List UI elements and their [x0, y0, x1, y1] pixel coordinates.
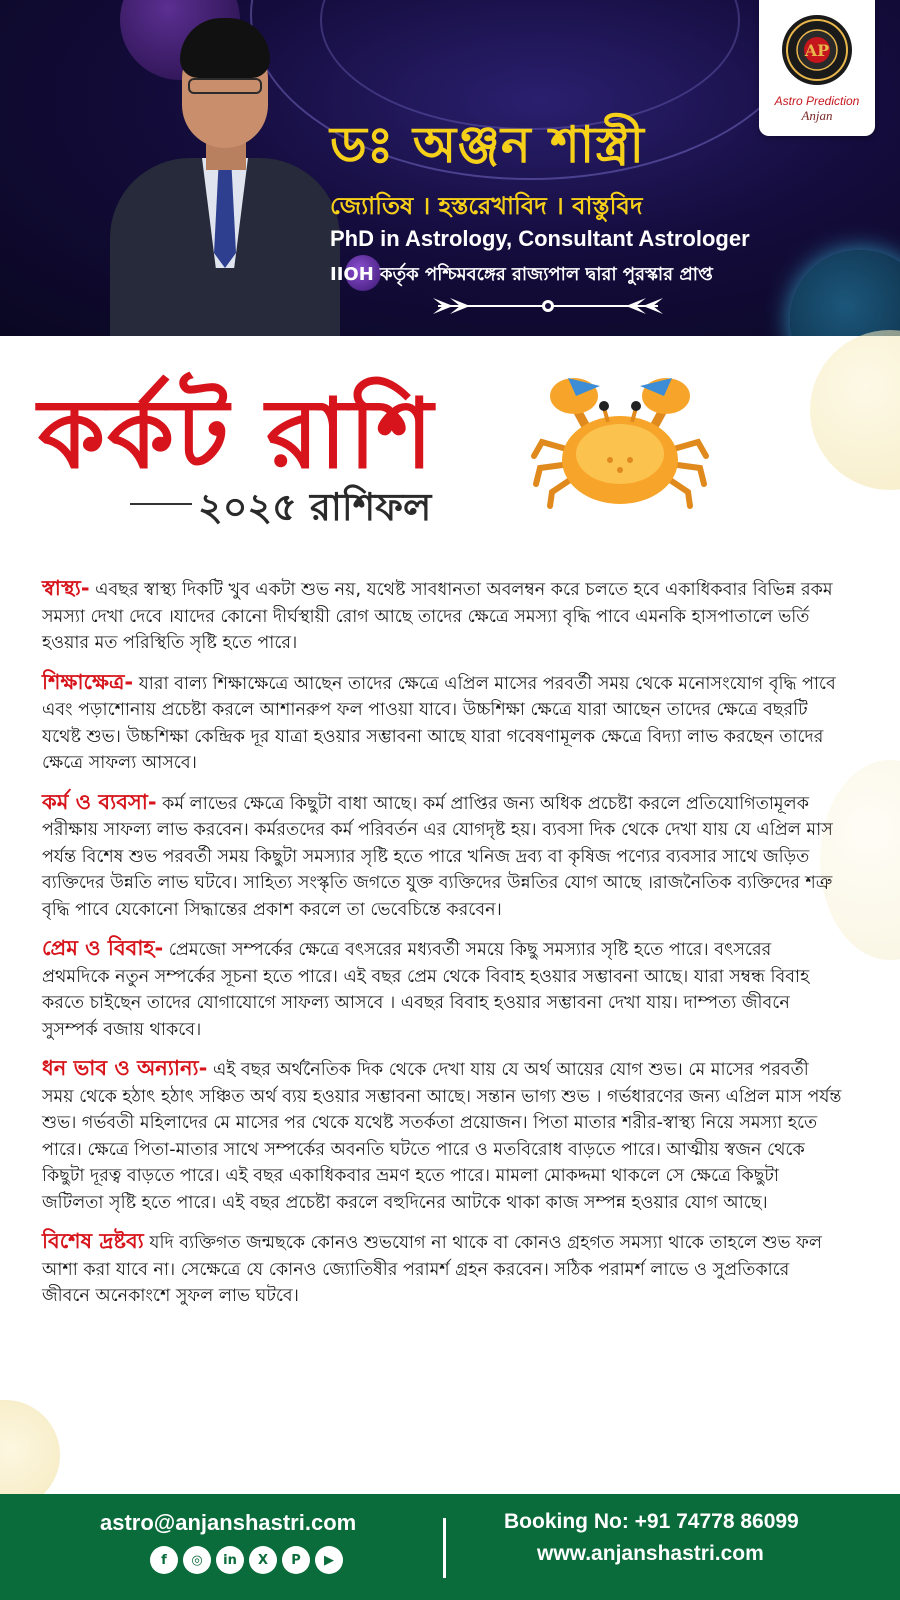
website-link[interactable]: www.anjanshastri.com — [537, 1542, 764, 1565]
planet-decoration — [790, 250, 900, 336]
logo-line-1: Astro Prediction — [774, 94, 860, 108]
contact-footer — [0, 1494, 900, 1600]
section-body: যদি ব্যক্তিগত জন্মছকে কোনও শুভযোগ না থাকে বা কোনও গ্রহগত সমস্যা থাকে তাহলে শুভ ফল আশা করা যাবে না। সেক্ষেত্রে যে কোনও জ্যোতিষীর পরামর্শ গ্রহন করবেন। সঠিক পরামর্শ লাভে ও সুপ্রতিকারে জীবনে অনেকাংশে সুফল লাভ ঘটবে। — [42, 1233, 822, 1306]
astrologer-credentials: PhD in Astrology, Consultant Astrologer — [330, 226, 750, 251]
section-love-marriage — [42, 935, 842, 1043]
youtube-icon[interactable]: ▶ — [315, 1546, 343, 1574]
section-heading: স্বাস্থ্য- — [42, 576, 90, 600]
cancer-crab-icon — [530, 372, 710, 512]
section-body: প্রেমজো সম্পর্কের ক্ষেত্রে বৎসরের মধ্যবর্তী সময়ে কিছু সমস্যার সৃষ্টি হতে পারে। বৎসরের প্রথমদিকে নতুন সম্পর্কের সূচনা হতে পারে। এই বছর প্রেম থেকে বিবাহ হওয়ার সম্ভাবনা আছে। যারা সম্বন্ধ বিবাহ করতে চাইছেন তাদের যোগাযোগে সাফল্য আসবে । এবছর বিবাহ হওয়ার সম্ভাবনা দেখা যায়। দাম্পত্য জীবনে সুসম্পর্ক বজায় থাকবে। — [42, 940, 810, 1040]
horoscope-year-title: ২০২৫ রাশিফল — [198, 485, 432, 529]
section-career-business — [42, 789, 842, 924]
section-heading: বিশেষ দ্রষ্টব্য — [42, 1229, 144, 1253]
x-icon[interactable]: X — [249, 1546, 277, 1574]
section-heading: কর্ম ও ব্যবসা- — [42, 789, 157, 814]
brand-logo[interactable] — [759, 0, 875, 136]
title-dash — [130, 503, 192, 505]
facebook-icon[interactable]: f — [150, 1546, 178, 1574]
section-body: এই বছর অর্থনৈতিক দিক থেকে দেখা যায় যে অর্থ আয়ের যোগ শুভ। মে মাসের পরবর্তী সময় থেকে হঠাৎ হঠাৎ সঞ্চিত অর্থ ব্যয় হওয়ার সম্ভাবনা আছে। সন্তান ভাগ্য শুভ । গর্ভধারণের জন্য এপ্রিল মাস পর্যন্ত শুভ। গর্ভবতী মহিলাদের মে মাসের পর থেকে যথেষ্ট সতর্কতা প্রয়োজন। পিতা মাতার শরীর-স্বাস্থ্য নিয়ে সমস্যা হতে পারে। ক্ষেত্রে পিতা-মাতার সাথে সম্পর্কের অবনতি ঘটতে পারে ও মতবিরোধ বাড়তে পারে। আত্মীয় স্বজন থেকে কিছুটা দূরত্ব বাড়তে পারে। এই বছর একাধিকবার ভ্রমণ হতে পারে। মামলা মোকদ্দমা থাকলে সে ক্ষেত্রে কিছুটা জটিলতা সৃষ্টি হতে পারে। এই বছর প্রচেষ্টা করলে বহুদিনের আটকে থাকা কাজ সম্পন্ন হওয়ার যোগ আছে। — [42, 1060, 842, 1213]
instagram-icon[interactable]: ◎ — [183, 1546, 211, 1574]
social-links — [150, 1546, 343, 1574]
section-health — [42, 575, 842, 657]
horoscope-content — [42, 575, 842, 1322]
booking-phone-link[interactable]: Booking No: +91 74778 86099 — [504, 1510, 799, 1533]
section-heading: শিক্ষাক্ষেত্র- — [42, 669, 134, 694]
section-special-note — [42, 1228, 842, 1310]
pinterest-icon[interactable]: P — [282, 1546, 310, 1574]
moon-decoration — [810, 330, 900, 490]
ornament-divider-icon — [428, 294, 668, 318]
section-heading: প্রেম ও বিবাহ- — [42, 936, 164, 960]
astrologer-specialties: জ্যোতিষ । হস্তরেখাবিদ । বাস্তুবিদ — [330, 192, 643, 220]
linkedin-icon[interactable]: in — [216, 1546, 244, 1574]
svg-text:AP: AP — [804, 41, 830, 60]
contact-email-link[interactable]: astro@anjanshastri.com — [100, 1510, 357, 1535]
section-wealth-other — [42, 1055, 842, 1216]
astrologer-award: IIOH কর্তৃক পশ্চিমবঙ্গের রাজ্যপাল দ্বারা পুরস্কার প্রাপ্ত — [330, 264, 713, 285]
zodiac-sign-title: কর্কট রাশি — [38, 377, 435, 490]
zodiac-logo-icon — [780, 10, 854, 92]
astrologer-name: ডঃ অঞ্জন শাস্ত্রী — [330, 116, 645, 174]
footer-divider — [443, 1518, 446, 1578]
section-body: এবছর স্বাস্থ্য দিকটি খুব একটা শুভ নয়, যথেষ্ট সাবধানতা অবলম্বন করে চলতে হবে একাধিকবার বিভিন্ন রকম সমস্যা দেখা দেবে ।যাদের কোনো দীর্ঘস্থায়ী রোগ আছে তাদের ক্ষেত্রে সমস্যা বৃদ্ধি পাবে এমনকি হাসপাতালে ভর্তি হওয়ার মত পরিস্থিতি সৃষ্টি হতে পারে। — [42, 580, 833, 653]
section-education — [42, 669, 842, 777]
section-body: কর্ম লাভের ক্ষেত্রে কিছুটা বাধা আছে। কর্ম প্রাপ্তির জন্য অধিক প্রচেষ্টা করলে প্রতিযোগিতামূলক পরীক্ষায় সাফল্য লাভ করবেন। কর্মরতদের কর্ম পরিবর্তন এর যোগদৃষ্ট হয়। ব্যবসা দিক থেকে দেখা যায় যে এপ্রিল মাস পর্যন্ত বিশেষ শুভ পরবর্তী সময় কিছুটা সমস্যার সৃষ্টি হতে পারে খনিজ দ্রব্য বা কৃষিজ পণ্যের ব্যবসার সাথে জড়িত ব্যক্তিদের উন্নতি লাভ ঘটবে। সাহিত্য সংস্কৃতি জগতে যুক্ত ব্যক্তিদের উন্নতির যোগ আছে ।রাজনৈতিক ব্যক্তিদের শত্রু বৃদ্ধি পাবে যেকোনো সিদ্ধান্তের প্রকাশ করলে তা ভেবেচিন্তে করবেন। — [42, 793, 833, 920]
section-heading: ধন ভাব ও অন্যান্য- — [42, 1056, 208, 1080]
astrologer-portrait — [110, 18, 340, 336]
section-body: যারা বাল্য শিক্ষাক্ষেত্রে আছেন তাদের ক্ষেত্রে এপ্রিল মাসের পরবর্তী সময় থেকে মনোসংযোগ বৃদ্ধি পাবে এবং পড়াশোনায় প্রচেষ্টা করলে আশানরুপ ফল পাওয়া যাবে। উচ্চশিক্ষা ক্ষেত্রে যারা আছেন তাদের ক্ষেত্রে বছরটি যথেষ্ট শুভ। উচ্চশিক্ষা কেন্দ্রিক দূর যাত্রা হওয়ার সম্ভাবনা আছে যারা গবেষণামূলক ক্ষেত্রে বিদ্যা লাভ করছেন তাদের ক্ষেত্রে সাফল্য আসবে। — [42, 673, 836, 773]
logo-line-2: Anjan — [801, 108, 833, 123]
